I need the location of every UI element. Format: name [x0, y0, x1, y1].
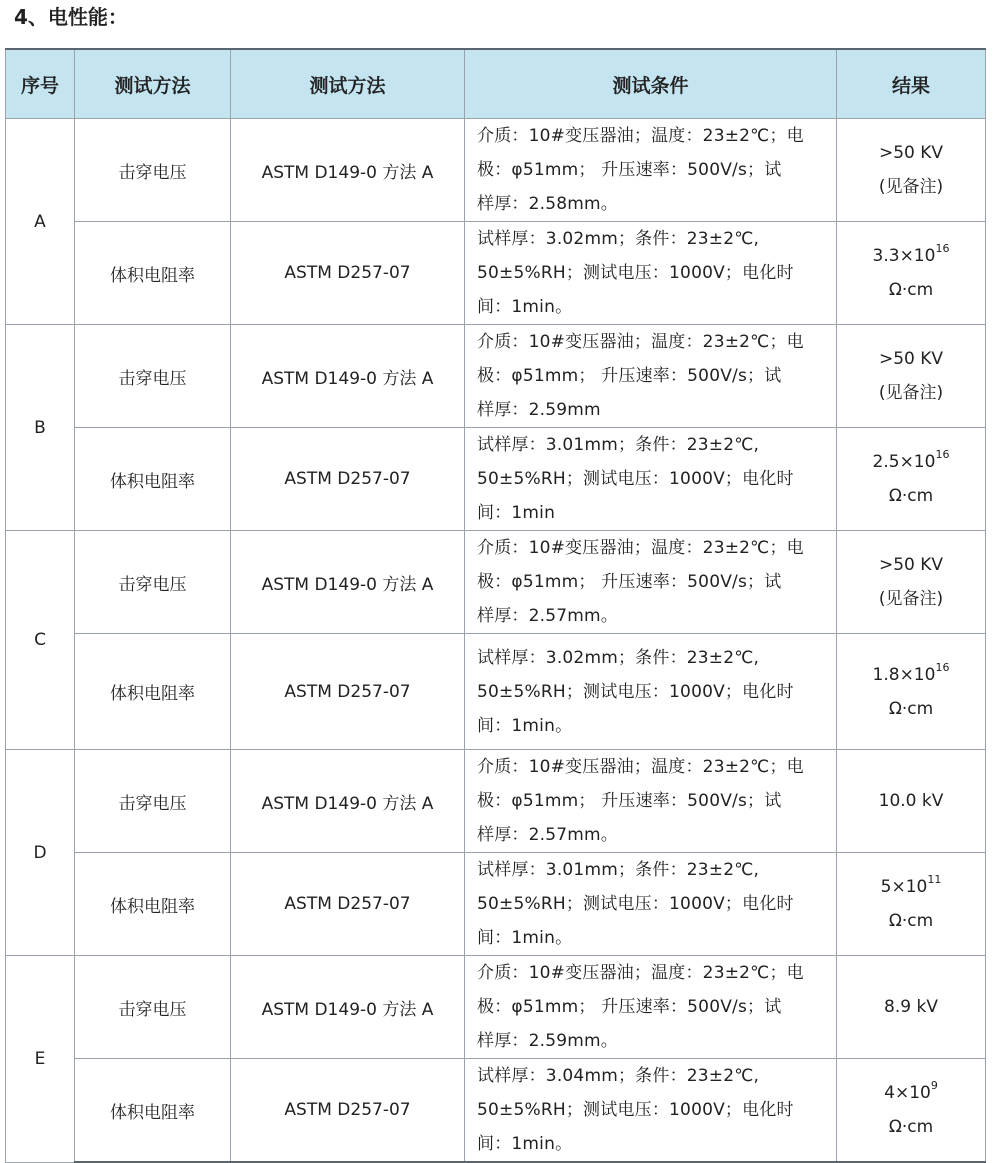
result-main: 8.9 kV — [884, 997, 938, 1017]
result-exponent: 16 — [935, 448, 950, 461]
result-unit: Ω·cm — [888, 698, 934, 719]
result-exponent: 11 — [927, 873, 942, 886]
test-conditions — [465, 222, 837, 325]
condition-line: 试样厚：3.04mm；条件：23±2℃, — [477, 1066, 760, 1086]
table-row — [6, 634, 986, 750]
result-exponent: 9 — [930, 1079, 938, 1092]
test-name: 击穿电压 — [75, 325, 231, 428]
result-main: 10.0 kV — [878, 791, 944, 811]
result-main: >50 KV — [878, 143, 944, 163]
test-conditions — [465, 634, 837, 750]
test-name: 击穿电压 — [75, 956, 231, 1059]
test-name: 体积电阻率 — [75, 1059, 231, 1163]
result-value — [837, 445, 985, 479]
test-result — [837, 853, 986, 956]
result-exponent: 16 — [935, 242, 950, 255]
condition-line: 极：φ51mm； 升压速率：500V/s；试 — [477, 791, 782, 811]
test-name: 体积电阻率 — [75, 634, 231, 750]
condition-line: 试样厚：3.02mm；条件：23±2℃, — [477, 229, 760, 249]
table-row — [6, 853, 986, 956]
condition-line: 介质：10#变压器油；温度：23±2℃；电 — [477, 757, 804, 777]
result-main: >50 KV — [878, 349, 944, 369]
sample-id: B — [6, 325, 75, 531]
result-unit: Ω·cm — [888, 911, 934, 931]
table-row — [6, 119, 986, 222]
header-test-method: 测试方法 — [75, 49, 231, 119]
result-value — [837, 784, 985, 818]
result-unit: (见备注) — [878, 177, 944, 197]
condition-line: 间：1min — [477, 503, 556, 523]
result-unit: Ω·cm — [888, 486, 934, 506]
result-main: >50 KV — [878, 555, 944, 575]
result-main: 5×10 — [880, 877, 928, 897]
test-standard: ASTM D257-07 — [231, 634, 465, 750]
test-standard: ASTM D149-0 方法 A — [231, 956, 465, 1059]
table-row — [6, 750, 986, 853]
condition-line: 间：1min。 — [477, 1134, 573, 1154]
test-standard: ASTM D149-0 方法 A — [231, 531, 465, 634]
header-test-standard: 测试方法 — [231, 49, 465, 119]
condition-line: 试样厚：3.01mm；条件：23±2℃, — [477, 435, 760, 455]
result-value — [837, 1076, 985, 1110]
test-name: 击穿电压 — [75, 531, 231, 634]
sample-id: D — [6, 750, 75, 956]
result-unit: (见备注) — [878, 589, 944, 609]
result-unit: (见备注) — [878, 383, 944, 403]
section-heading: 4、电性能： — [14, 5, 128, 29]
condition-line: 介质：10#变压器油；温度：23±2℃；电 — [477, 538, 804, 558]
condition-line: 极：φ51mm； 升压速率：500V/s；试 — [477, 160, 782, 180]
result-exponent: 16 — [935, 660, 950, 674]
sample-id: C — [6, 531, 75, 750]
test-result — [837, 428, 986, 531]
result-value — [837, 239, 985, 273]
test-standard: ASTM D257-07 — [231, 1059, 465, 1163]
test-result — [837, 1059, 986, 1163]
condition-line: 50±5%RH；测试电压：1000V；电化时 — [477, 263, 794, 283]
result-value — [837, 548, 985, 582]
result-unit: Ω·cm — [888, 280, 934, 300]
condition-line: 间：1min。 — [477, 715, 573, 736]
test-result — [837, 531, 986, 634]
table-row — [6, 222, 986, 325]
test-result — [837, 222, 986, 325]
condition-line: 介质：10#变压器油；温度：23±2℃；电 — [477, 332, 804, 352]
condition-line: 间：1min。 — [477, 297, 573, 317]
test-name: 击穿电压 — [75, 119, 231, 222]
test-conditions — [465, 1059, 837, 1163]
condition-line: 介质：10#变压器油；温度：23±2℃；电 — [477, 963, 804, 983]
test-conditions — [465, 750, 837, 853]
result-unit: Ω·cm — [888, 1117, 934, 1137]
condition-line: 间：1min。 — [477, 928, 573, 948]
test-conditions — [465, 119, 837, 222]
test-standard: ASTM D149-0 方法 A — [231, 119, 465, 222]
test-name: 体积电阻率 — [75, 428, 231, 531]
test-conditions — [465, 531, 837, 634]
condition-line: 50±5%RH；测试电压：1000V；电化时 — [477, 681, 794, 702]
table-header-row — [6, 49, 986, 119]
condition-line: 极：φ51mm； 升压速率：500V/s；试 — [477, 366, 782, 386]
table-row — [6, 531, 986, 634]
result-main: 2.5×10 — [872, 452, 936, 472]
condition-line: 极：φ51mm； 升压速率：500V/s；试 — [477, 997, 782, 1017]
header-test-conditions: 测试条件 — [465, 49, 837, 119]
table-row — [6, 956, 986, 1059]
table-row — [6, 428, 986, 531]
test-result — [837, 634, 986, 750]
condition-line: 样厚：2.59mm。 — [477, 1031, 618, 1051]
condition-line: 试样厚：3.02mm；条件：23±2℃, — [477, 647, 760, 668]
condition-line: 样厚：2.59mm — [477, 400, 601, 420]
condition-line: 50±5%RH；测试电压：1000V；电化时 — [477, 894, 794, 914]
test-conditions — [465, 853, 837, 956]
test-standard: ASTM D257-07 — [231, 853, 465, 956]
sample-id: E — [6, 956, 75, 1163]
header-serial: 序号 — [6, 49, 75, 119]
test-result — [837, 750, 986, 853]
result-value — [837, 870, 985, 904]
result-value — [837, 658, 985, 692]
condition-line: 介质：10#变压器油；温度：23±2℃；电 — [477, 126, 804, 146]
sample-id: A — [6, 119, 75, 325]
test-name: 击穿电压 — [75, 750, 231, 853]
test-name: 体积电阻率 — [75, 853, 231, 956]
test-name: 体积电阻率 — [75, 222, 231, 325]
result-main: 4×10 — [884, 1083, 931, 1103]
result-main: 3.3×10 — [872, 246, 936, 266]
condition-line: 50±5%RH；测试电压：1000V；电化时 — [477, 1100, 794, 1120]
test-result — [837, 956, 986, 1059]
table-row — [6, 325, 986, 428]
test-standard: ASTM D149-0 方法 A — [231, 325, 465, 428]
result-value — [837, 342, 985, 376]
electrical-properties-table — [5, 48, 986, 1163]
condition-line: 极：φ51mm； 升压速率：500V/s；试 — [477, 572, 782, 592]
condition-line: 样厚：2.57mm。 — [477, 606, 618, 626]
result-main: 1.8×10 — [872, 664, 936, 685]
test-conditions — [465, 325, 837, 428]
test-result — [837, 119, 986, 222]
test-result — [837, 325, 986, 428]
test-standard: ASTM D149-0 方法 A — [231, 750, 465, 853]
result-value — [837, 136, 985, 170]
test-standard: ASTM D257-07 — [231, 222, 465, 325]
table-row — [6, 1059, 986, 1163]
header-result: 结果 — [837, 49, 986, 119]
condition-line: 样厚：2.58mm。 — [477, 194, 618, 214]
condition-line: 试样厚：3.01mm；条件：23±2℃, — [477, 860, 760, 880]
condition-line: 50±5%RH；测试电压：1000V；电化时 — [477, 469, 794, 489]
condition-line: 样厚：2.57mm。 — [477, 825, 618, 845]
test-standard: ASTM D257-07 — [231, 428, 465, 531]
test-conditions — [465, 956, 837, 1059]
test-conditions — [465, 428, 837, 531]
result-value — [837, 990, 985, 1024]
